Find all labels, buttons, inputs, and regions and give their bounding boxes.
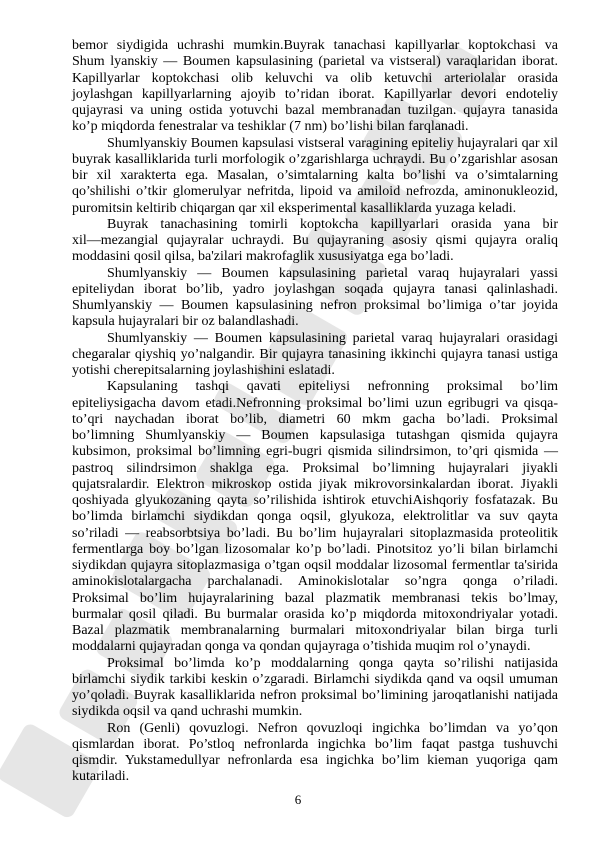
text-line: buyrak kasalliklarida turli morfologik o’zgarishlarga uchraydi. Bu o’zgarishlar asosan — [72, 151, 558, 167]
text-line: so’riladi — reabsorbtsiya bo’ladi. Bu bo’lim hujayralari sitoplazmasida proteolitik — [72, 525, 558, 541]
paragraph — [72, 217, 558, 266]
text-line: xil—mezangial qujayralar uchraydi. Bu qujayraning asosiy qismi qujayra oraliq — [72, 233, 558, 248]
text-line: Shumlyanskiy Boumen kapsulasi vistseral varagining epiteliy hujayralari qar xil — [107, 135, 558, 151]
text-line: ko’p miqdorda fenestralar va teshiklar (7 nm) bo’lishi bilan farqlanadi. — [72, 119, 469, 135]
text-line: qismlardan iborat. Po’stloq nefronlarda ingichka bo’lim faqat pastga tushuvchi — [72, 736, 558, 752]
text-line: qujatsralardir. Elektron mikroskop ostida jiyak mikrovorsinkalardan iborat. Jiyakli — [72, 476, 558, 492]
text-line: siydikda oqsil va qand uchrashi mumkin. — [72, 704, 303, 720]
text-line: moddasini qosil qilsa, ba'zilari makrofaglik xususiyatga ega bo’ladi. — [72, 249, 454, 265]
text-line: burmalar qosil qiladi. Bu burmalar orasida ko’p miqdorda mitoxondriyalar yotadi. — [72, 606, 558, 622]
text-line: pastroq silindrsimon shaklga ega. Proksimal bo’limning hujayralari jiyakli — [72, 460, 558, 476]
paragraph — [72, 136, 558, 217]
text-line: Kapillyarlar koptokchasi olib keluvchi va olib ketuvchi arteriolalar orasida — [72, 70, 558, 86]
text-line: fermentlarga boy bo’lgan lizosomalar ko’p bo’ladi. Pinotsitoz yo’li bilan birlamchi — [72, 541, 558, 557]
text-line: yo’qoladi. Buyrak kasalliklarida nefron proksimal bo’limining jaroqatlanishi natijada — [72, 688, 558, 703]
text-line: kapsula hujayralari bir oz balandlashadi. — [72, 314, 299, 330]
text-line: Proksimal bo’limda ko’p moddalarning qonga qayta so’rilishi natijasida — [107, 655, 558, 671]
text-line: Kapsulaning tashqi qavati epiteliysi nefronning proksimal bo’lim — [107, 379, 558, 395]
text-line: epiteliysigacha davom etadi.Nefronning proksimal bo’limi uzun egribugri va qisqa- — [72, 395, 558, 411]
text-line: to’qri naychadan iborat bo’lib, diametri 60 mkm gacha bo’ladi. Proksimal — [72, 411, 558, 427]
page-number: 6 — [294, 792, 302, 807]
text-line: Shumlyanskiy — Boumen kapsulasining parietal varaq hujayralari yassi — [107, 265, 558, 281]
paragraph — [72, 331, 558, 380]
text-line: kutariladi. — [72, 769, 130, 785]
text-line: Shum lyanskiy — Boumen kapsulasining (parietal va vistseral) varaqlaridan iborat. — [72, 54, 558, 70]
text-line: epiteliydan iborat bo’lib, yadro joylashgan soqada qujayra tanasi qalinlashadi. — [72, 281, 558, 297]
text-line: qo’shilishi o’tkir glomerulyar nefritda, lipoid va amiloid nefrozda, aminonukleozid, — [72, 184, 558, 200]
paragraph — [72, 656, 558, 721]
text-line: yotishi cherepitsalarning joylashishini eslatadi. — [72, 363, 335, 378]
text-line: Ron (Genli) qovuzlogi. Nefron qovuzloqi ingichka bo’limdan va yo’qon — [107, 720, 558, 736]
paragraph — [72, 266, 558, 331]
paragraph — [72, 38, 558, 136]
text-line: Proksimal bo’lim hujayralarining bazal plazmatik membranasi tekis bo’lmay, — [72, 590, 558, 606]
text-line: Shumlyanskiy — Boumen kapsulasining nefron proksimal bo’limiga o’tar joyida — [72, 298, 558, 313]
text-line: aminokislotalargacha parchalanadi. Aminokislotalar so’ngra qonga o’riladi. — [72, 574, 558, 590]
paragraph — [72, 379, 558, 655]
text-line: bo’limda birlamchi siydikdan qonga oqsil, glyukoza, elektrolitlar va suv qayta — [72, 509, 558, 525]
text-line: joylashgan kapillyarlarning ajoyib to’ridan iborat. Kapillyarlar devori endoteliy — [72, 86, 558, 102]
text-line: Buyrak tanachasining tomirli koptokcha kapillyarlari orasida yana bir — [107, 216, 558, 232]
text-line: bo’limning Shumlyanskiy — Boumen kapsulasiga tutashgan qismida qujayra — [72, 428, 558, 443]
text-line: siydikdan qujayra sitoplazmasiga o’tgan oqsil moddalar lizosomal fermentlar ta'sirida — [72, 558, 558, 573]
text-line: birlamchi siydik tarkibi keskin o’zgaradi. Birlamchi siydikda qand va oqsil umuman — [72, 671, 558, 687]
text-line: kubsimon, proksimal bo’limning egri-bugri qismida silindrsimon, to’qri qismida — — [72, 444, 558, 460]
text-line: puromitsin keltirib chiqargan qar xil eksperimental kasalliklarda yuzaga keladi. — [72, 200, 517, 216]
text-line: qoshiyada glyukozaning qayta so’rilishida ishtirok etuvchiAishqoriy fosfatazak. Bu — [72, 493, 558, 508]
text-line: Shumlyanskiy — Boumen kapsulasining parietal varaq hujayralari orasidagi — [107, 330, 558, 346]
text-line: qujayrasi va uning ostida yotuvchi bazal membranadan tuzilgan. qujayra tanasida — [72, 103, 558, 118]
text-line: chegaralar qiyshiq yo’nalgandir. Bir qujayra tanasining ikkinchi qujayra tanasi ustiga — [72, 346, 558, 362]
text-body — [72, 38, 558, 786]
text-line: qismdir. Yukstamedullyar nefronlarda esa ingichka bo’lim kieman yuqoriga qam — [72, 753, 558, 768]
text-line: bir xil xarakterta ega. Masalan, o’simtalarning kalta bo’lishi va o’simtalarning — [72, 168, 558, 183]
text-line: bemor siydigida uchrashi mumkin.Buyrak tanachasi kapillyarlar koptokchasi va — [72, 38, 558, 53]
text-line: moddalarni qujayradan qonga va qondan qujayraga o’tishida muqim rol o’ynaydi. — [72, 639, 531, 655]
text-line: Bazal plazmatik membranalarning burmalari mitoxondriyalar bilan birga turli — [72, 623, 558, 638]
paragraph — [72, 721, 558, 786]
